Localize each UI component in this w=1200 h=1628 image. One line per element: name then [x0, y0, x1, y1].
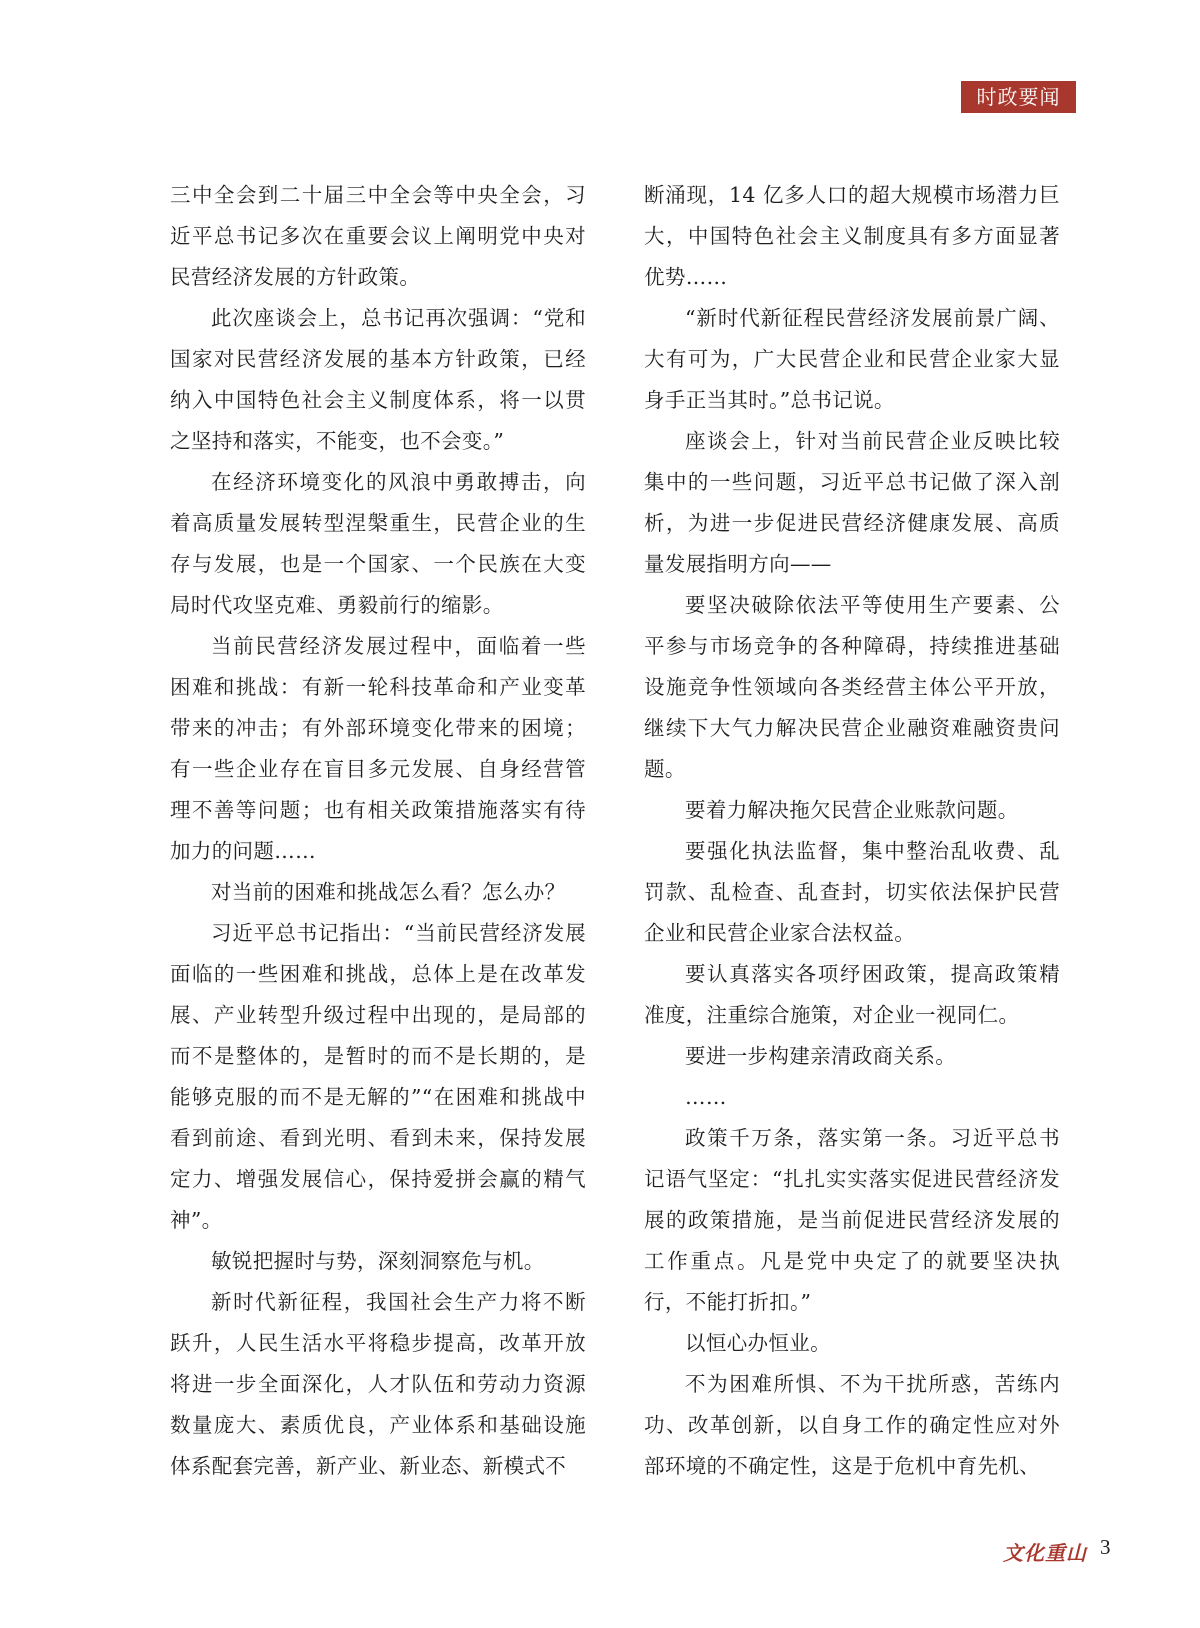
paragraph: 不为困难所惧、不为干扰所惑，苦练内功、改革创新，以自身工作的确定性应对外部环境的不确定性，这是于危机中育先机、 — [644, 1372, 1060, 1478]
paragraph: 要坚决破除依法平等使用生产要素、公平参与市场竞争的各种障碍，持续推进基础设施竞争性领域向各类经营主体公平开放，继续下大气力解决民营企业融资难融资贵问题。 — [644, 593, 1060, 781]
paragraph: …… — [685, 1085, 727, 1109]
paragraph: 当前民营经济发展过程中，面临着一些困难和挑战：有新一轮科技革命和产业变革带来的冲击；有外部环境变化带来的困境；有一些企业存在盲目多元发展、自身经营管理不善等问题；也有相关政策措施落实有待加力的问题…… — [170, 634, 586, 863]
paragraph: 要认真落实各项纾困政策，提高政策精准度，注重综合施策，对企业一视同仁。 — [644, 962, 1060, 1027]
section-tag: 时政要闻 — [961, 81, 1076, 113]
paragraph: 在经济环境变化的风浪中勇敢搏击，向着高质量发展转型涅槃重生，民营企业的生存与发展，也是一个国家、一个民族在大变局时代攻坚克难、勇毅前行的缩影。 — [170, 470, 586, 617]
paragraph: 对当前的困难和挑战怎么看？怎么办？ — [211, 880, 566, 904]
paragraph: 新时代新征程，我国社会生产力将不断跃升，人民生活水平将稳步提高，改革开放将进一步全面深化，人才队伍和劳动力资源数量庞大、素质优良，产业体系和基础设施体系配套完善，新产业、新业态、新模式不 — [170, 1290, 586, 1478]
paragraph: 三中全会到二十届三中全会等中央全会，习近平总书记多次在重要会议上阐明党中央对民营经济发展的方针政策。 — [170, 183, 586, 289]
paragraph: 以恒心办恒业。 — [685, 1331, 831, 1355]
right-column — [644, 175, 1060, 1487]
paragraph: “新时代新征程民营经济发展前景广阔、大有可为，广大民营企业和民营企业家大显身手正当其时。”总书记说。 — [644, 306, 1060, 412]
page-number: 3 — [1100, 1535, 1111, 1559]
paragraph: 要进一步构建亲清政商关系。 — [685, 1044, 957, 1068]
paragraph: 习近平总书记指出：“当前民营经济发展面临的一些困难和挑战，总体上是在改革发展、产业转型升级过程中出现的，是局部的而不是整体的，是暂时的而不是长期的，是能够克服的而不是无解的”“在困难和挑战中看到前途、看到光明、看到未来，保持发展定力、增强发展信心，保持爱拼会赢的精气神”。 — [170, 921, 586, 1232]
paragraph: 要强化执法监督，集中整治乱收费、乱罚款、乱检查、乱查封，切实依法保护民营企业和民营企业家合法权益。 — [644, 839, 1060, 945]
paragraph: 此次座谈会上，总书记再次强调：“党和国家对民营经济发展的基本方针政策，已经纳入中国特色社会主义制度体系，将一以贯之坚持和落实，不能变，也不会变。” — [170, 306, 586, 453]
paragraph: 政策千万条，落实第一条。习近平总书记语气坚定：“扎扎实实落实促进民营经济发展的政策措施，是当前促进民营经济发展的工作重点。凡是党中央定了的就要坚决执行，不能打折扣。” — [644, 1126, 1060, 1314]
paragraph: 座谈会上，针对当前民营企业反映比较集中的一些问题，习近平总书记做了深入剖析，为进一步促进民营经济健康发展、高质量发展指明方向—— — [644, 429, 1060, 576]
left-column — [170, 175, 586, 1487]
paragraph: 断涌现，14 亿多人口的超大规模市场潜力巨大，中国特色社会主义制度具有多方面显著优势…… — [644, 183, 1060, 289]
publication-logo: 文化重山 — [1003, 1541, 1087, 1565]
paragraph: 敏锐把握时与势，深刻洞察危与机。 — [211, 1249, 545, 1273]
paragraph: 要着力解决拖欠民营企业账款问题。 — [685, 798, 1019, 822]
